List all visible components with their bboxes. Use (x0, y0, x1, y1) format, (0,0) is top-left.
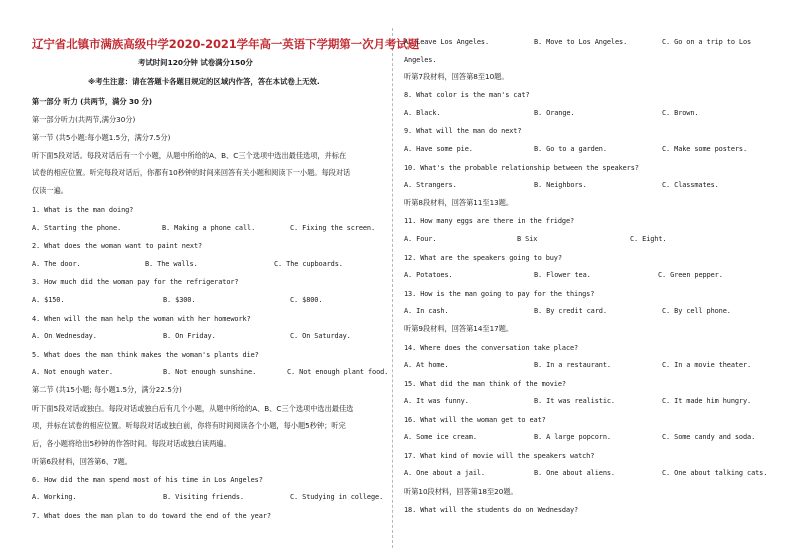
question-2: 2. What does the woman want to paint next? (32, 242, 203, 250)
option-b: B. It was realistic. (534, 397, 615, 405)
option-c: C. Studying in college. (290, 493, 384, 501)
question-4: 4. When will the man help the woman with her homework? (32, 315, 251, 323)
option-b: B. $300. (163, 296, 196, 304)
section-one-heading: 第一节 (共5小题:每小题1.5分，满分7.5分) (32, 133, 171, 142)
option-c: C. Some candy and soda. (662, 433, 756, 441)
option-b: B. Visiting friends. (163, 493, 244, 501)
option-c: C. Brown. (662, 109, 699, 117)
option-a: A. Strangers. (404, 181, 457, 189)
option-c: C. By cell phone. (662, 307, 731, 315)
option-b: B. Go to a garden. (534, 145, 607, 153)
question-6: 6. How did the man spend most of his time in Los Angeles? (32, 476, 263, 484)
notice: ※考生注意：请在答题卡各题目规定的区域内作答，答在本试卷上无效. (88, 77, 320, 86)
option-c: C. One about talking cats. (662, 469, 768, 477)
question-3: 3. How much did the woman pay for the refrigerator? (32, 278, 239, 286)
option-c: C. Classmates. (662, 181, 719, 189)
option-a: A. Working. (32, 493, 77, 501)
option-a: A. Black. (404, 109, 441, 117)
section-two-instruction: 后，各小题将给出5秒钟的作答时间。每段对话或独白读两遍。 (32, 439, 231, 448)
option-b: B. Making a phone call. (162, 224, 256, 232)
option-a: A. Four. (404, 235, 437, 243)
option-a: A. One about a jail. (404, 469, 485, 477)
question-7: 7. What does the man plan to do toward the end of the year? (32, 512, 271, 520)
option-a: A. It was funny. (404, 397, 469, 405)
question-16: 16. What will the woman get to eat? (404, 416, 546, 424)
option-a: A. Potatoes. (404, 271, 453, 279)
question-12: 12. What are the speakers going to buy? (404, 254, 562, 262)
option-a: A. The door. (32, 260, 81, 268)
material-7-note: 听第7段材料，回答第8至10题。 (404, 72, 509, 81)
option-c: C. Green pepper. (658, 271, 723, 279)
question-18: 18. What will the students do on Wednesday? (404, 506, 579, 514)
option-c: C. On Saturday. (290, 332, 351, 340)
option-c: C. Not enough plant food. (287, 368, 389, 376)
question-13: 13. How is the man going to pay for the things? (404, 290, 595, 298)
option-b: B. Move to Los Angeles. (534, 38, 628, 46)
question-10: 10. What's the probable relationship between the speakers? (404, 164, 639, 172)
material-8-note: 听第8段材料，回答第11至13题。 (404, 198, 514, 207)
option-c: C. In a movie theater. (662, 361, 752, 369)
material-6-note: 听第6段材料，回答第6、7题。 (32, 457, 132, 466)
question-5: 5. What does the man think makes the woman's plants die? (32, 351, 259, 359)
section-two-instruction: 项，并标在试卷的相应位置。听每段对话或独白前，你将有时间阅读各个小题，每小题5秒钟；听完 (32, 421, 346, 430)
option-b: B. On Friday. (163, 332, 216, 340)
column-divider (392, 28, 393, 548)
part-one-sub: 第一部分听力(共两节,满分30分) (32, 115, 136, 124)
option-c: C. Go on a trip to Los (662, 38, 752, 46)
question-11: 11. How many eggs are there in the fridge? (404, 217, 575, 225)
option-b: B. Orange. (534, 109, 575, 117)
option-b: B. Flower tea. (534, 271, 591, 279)
option-b: B. In a restaurant. (534, 361, 611, 369)
option-a: A. Starting the phone. (32, 224, 122, 232)
option-a: A. Some ice cream. (404, 433, 477, 441)
option-c: C. Eight. (630, 235, 667, 243)
section-one-instruction: 仅读一遍。 (32, 186, 68, 195)
option-c: C. It made him hungry. (662, 397, 752, 405)
option-c: C. Fixing the screen. (290, 224, 376, 232)
option-a: A. At home. (404, 361, 449, 369)
option-c-continued: Angeles. (404, 56, 437, 64)
option-b: B. By credit card. (534, 307, 607, 315)
option-b: B Six (517, 235, 538, 243)
section-one-instruction: 试卷的相应位置。听完每段对话后，你都有10秒钟的时间来回答有关小题和阅读下一小题。每段对话 (32, 168, 351, 177)
part-one-heading: 第一部分 听力 (共两节，满分 30 分) (32, 97, 153, 106)
option-a: A. Not enough water. (32, 368, 113, 376)
option-a: A. On Wednesday. (32, 332, 97, 340)
section-one-instruction: 听下面5段对话。每段对话后有一个小题，从题中所给的A、B、C三个选项中选出最佳选项，并标在 (32, 151, 347, 160)
exam-title: 辽宁省北镇市满族高级中学2020-2021学年高一英语下学期第一次月考试题 (32, 37, 420, 51)
material-10-note: 听第10段材料，回答第18至20题。 (404, 487, 518, 496)
question-17: 17. What kind of movie will the speakers watch? (404, 452, 595, 460)
option-a: A. $150. (32, 296, 65, 304)
option-c: C. Make some posters. (662, 145, 748, 153)
option-b: B. The walls. (145, 260, 198, 268)
question-14: 14. Where does the conversation take place? (404, 344, 579, 352)
question-15: 15. What did the man think of the movie? (404, 380, 566, 388)
option-c: C. The cupboards. (274, 260, 343, 268)
option-b: B. One about aliens. (534, 469, 615, 477)
material-9-note: 听第9段材料，回答第14至17题。 (404, 324, 514, 333)
section-two-heading: 第二节 (共15小题; 每小题1.5分，满分22.5分) (32, 385, 182, 394)
option-b: B. A large popcorn. (534, 433, 611, 441)
option-b: B. Neighbors. (534, 181, 587, 189)
question-8: 8. What color is the man's cat? (404, 91, 530, 99)
time-info: 考试时间120分钟 试卷满分150分 (138, 58, 253, 67)
option-c: C. $800. (290, 296, 323, 304)
option-b: B. Not enough sunshine. (163, 368, 257, 376)
option-a: A. In cash. (404, 307, 449, 315)
section-two-instruction: 听下面5段对话或独白。每段对话或独白后有几个小题，从题中所给的A、B、C三个选项中选出最佳选 (32, 404, 354, 413)
question-1: 1. What is the man doing? (32, 206, 134, 214)
option-a: A. Leave Los Angeles. (404, 38, 490, 46)
option-a: A. Have some pie. (404, 145, 473, 153)
question-9: 9. What will the man do next? (404, 127, 522, 135)
